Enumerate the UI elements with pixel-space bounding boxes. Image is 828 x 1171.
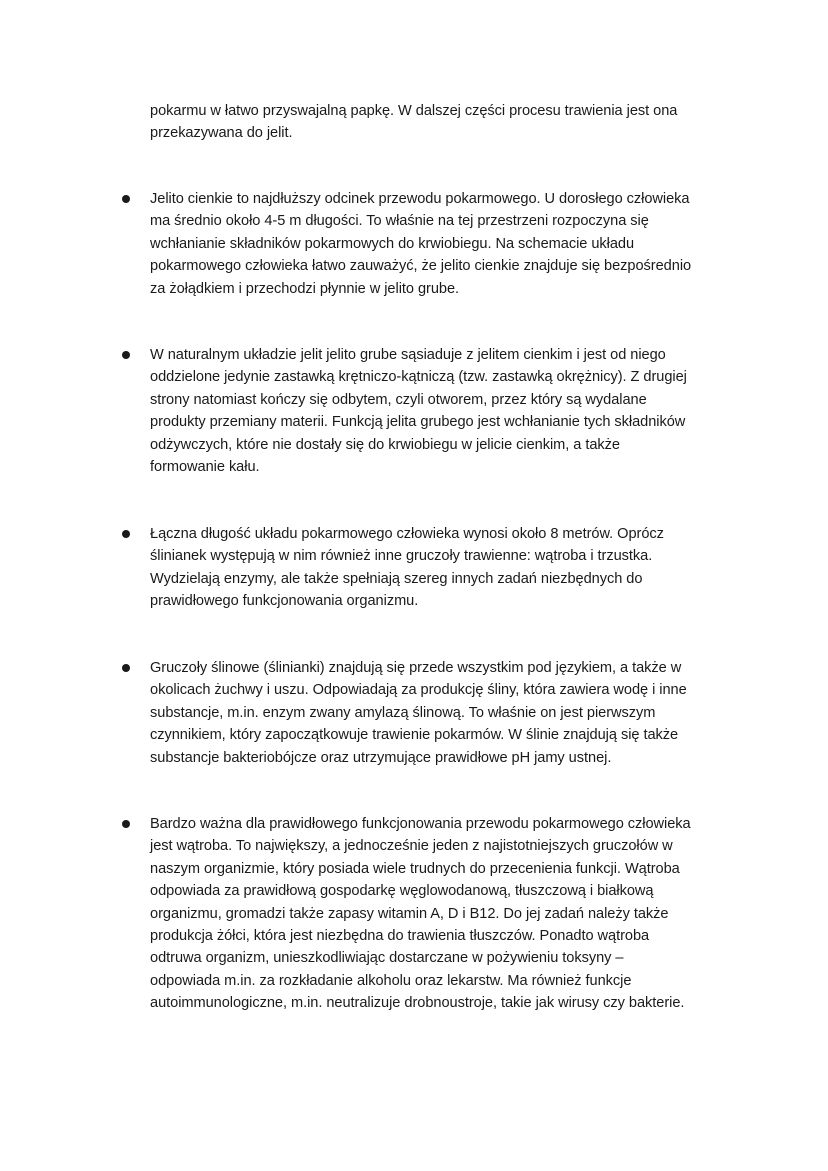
text-line: oddzielone jedynie zastawką krętniczo-kątniczą (tzw. zastawką okrężnicy). Z drugiej	[150, 369, 687, 386]
text-line: autoimmunologiczne, m.in. neutralizuje drobnoustroje, takie jak wirusy czy bakterie.	[150, 995, 685, 1012]
bullet-dot	[122, 351, 130, 359]
text-line: za żołądkiem i przechodzi płynnie w jelito grube.	[150, 280, 460, 297]
text-line: substancje bakteriobójcze oraz utrzymujące prawidłowe pH jamy ustnej.	[150, 749, 612, 766]
intro-paragraph	[150, 100, 740, 145]
text-line: Bardzo ważna dla prawidłowego funkcjonowania przewodu pokarmowego człowieka	[150, 816, 691, 832]
text-line: odpowiada m.in. za rozkładanie alkoholu oraz lekarstw. Ma również funkcje	[150, 972, 632, 989]
text-line: wchłanianie składników pokarmowych do krwiobiegu. Na schemacie układu	[150, 235, 635, 252]
text-line: pokarmu w łatwo przyswajalną papkę. W dalszej części procesu trawienia jest ona	[150, 103, 678, 119]
text-line: formowanie kału.	[150, 459, 260, 476]
text-line: odtruwa organizm, unieszkodliwiając dostarczane w pożywieniu toksyny –	[150, 950, 624, 967]
text-line: czynnikiem, który zapoczątkowuje trawienie pokarmów. W ślinie znajdują się także	[150, 727, 679, 744]
bullet-dot	[122, 530, 130, 538]
bullet-paragraph-digestive-length	[150, 523, 740, 613]
text-line: Wydzielają enzymy, ale także spełniają szereg innych zadań niezbędnych do	[150, 570, 643, 587]
text-line: produkcja żółci, która jest niezbędna do trawienia tłuszczów. Ponadto wątroba	[150, 928, 650, 945]
text-line: ma średnio około 4-5 m długości. To właśnie na tej przestrzeni rozpoczyna się	[150, 213, 649, 230]
bullet-dot	[122, 664, 130, 672]
bullet-paragraph-small-intestine	[150, 188, 740, 300]
text-line: Jelito cienkie to najdłuższy odcinek przewodu pokarmowego. U dorosłego człowieka	[150, 191, 690, 207]
bullet-paragraph-large-intestine	[150, 344, 740, 478]
bullet-paragraph-salivary-glands	[150, 657, 740, 769]
text-line: okolicach żuchwy i uszu. Odpowiadają za produkcję śliny, która zawiera wodę i inne	[150, 682, 687, 699]
text-line: pokarmowego człowieka łatwo zauważyć, że jelito cienkie znajduje się bezpośrednio	[150, 258, 692, 275]
bullet-paragraph-liver	[150, 813, 740, 1015]
text-line: naszym organizmie, który posiada wiele trudnych do przecenienia funkcji. Wątroba	[150, 860, 680, 877]
bullet-dot	[122, 820, 130, 828]
text-line: odżywczych, które nie dostały się do krwiobiegu w jelicie cienkim, a także	[150, 436, 620, 453]
text-line: organizmu, gromadzi także zapasy witamin A, D i B12. Do jej zadań należy także	[150, 905, 669, 922]
text-line: strony natomiast kończy się odbytem, czyli otworem, przez który są wydalane	[150, 391, 647, 408]
text-line: prawidłowego funkcjonowania organizmu.	[150, 593, 419, 610]
text-line: jest wątroba. To największy, a jednocześnie jeden z najistotniejszych gruczołów w	[150, 838, 673, 855]
text-line: przekazywana do jelit.	[150, 125, 293, 142]
text-line: produkty przemiany materii. Funkcją jelita grubego jest wchłanianie tych składników	[150, 414, 686, 431]
text-line: Łączna długość układu pokarmowego człowieka wynosi około 8 metrów. Oprócz	[150, 526, 664, 542]
bullet-dot	[122, 195, 130, 203]
text-line: odpowiada za prawidłową gospodarkę węglowodanową, tłuszczową i białkową	[150, 883, 654, 900]
text-line: W naturalnym układzie jelit jelito grube sąsiaduje z jelitem cienkim i jest od niego	[150, 347, 666, 363]
text-line: ślinianek występują w nim również inne gruczoły trawienne: wątroba i trzustka.	[150, 548, 653, 565]
text-line: Gruczoły ślinowe (ślinianki) znajdują się przede wszystkim pod językiem, a także w	[150, 660, 682, 676]
text-line: substancje, m.in. enzym zwany amylazą ślinową. To właśnie on jest pierwszym	[150, 704, 656, 721]
